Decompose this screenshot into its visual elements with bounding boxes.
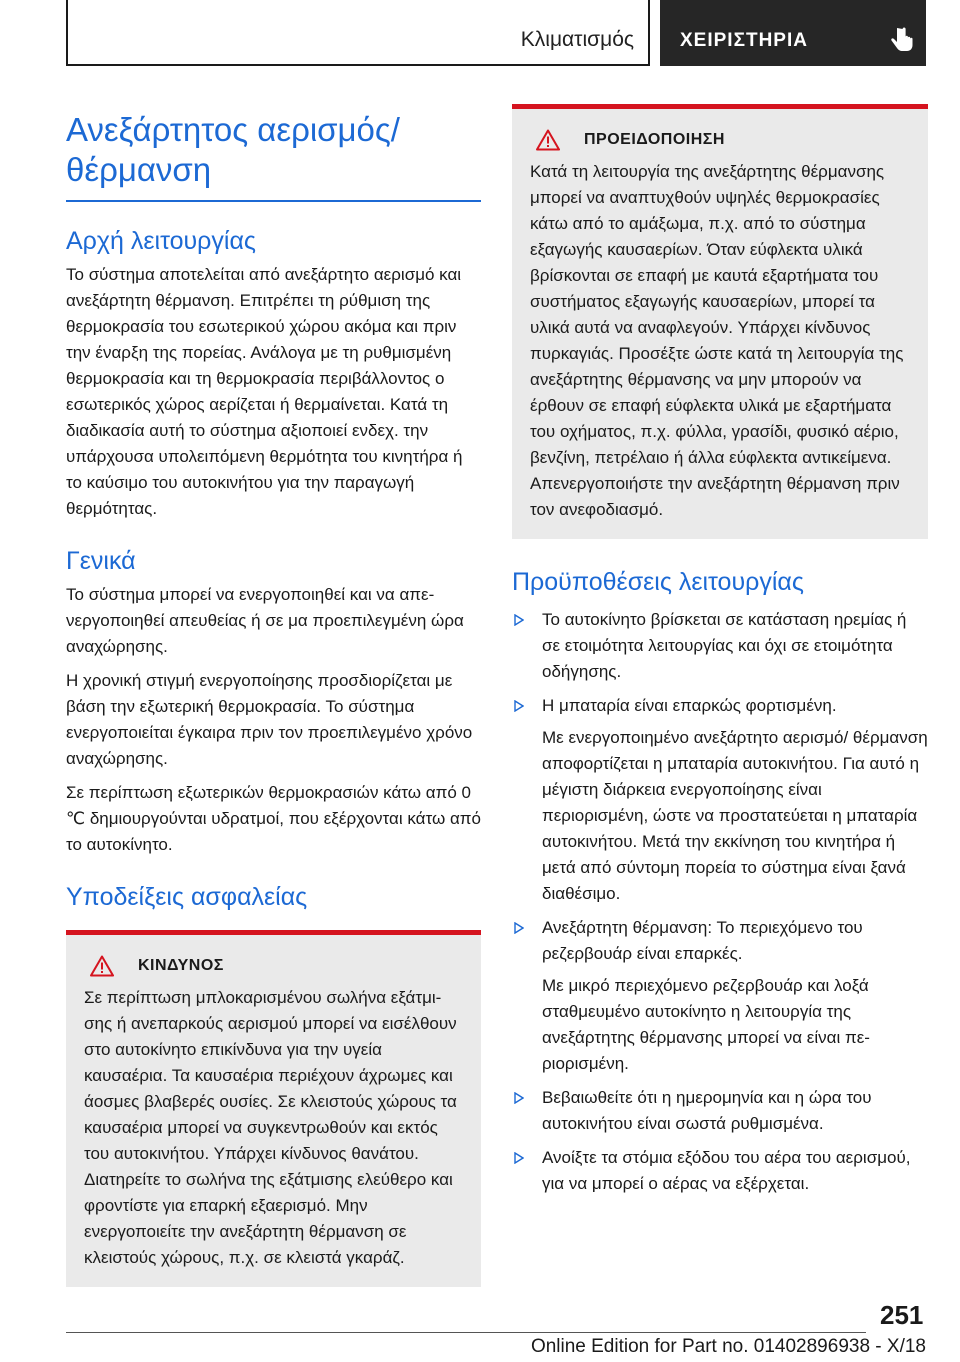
list-item-text: Βεβαιωθείτε ότι η ημερομηνία και η ώρα του αυτοκινήτου είναι σωστά ρυθμισμένα. — [542, 1088, 872, 1133]
footer-rule — [66, 1332, 866, 1333]
triangle-bullet-icon — [514, 1092, 524, 1104]
triangle-bullet-icon — [514, 700, 524, 712]
list-item-note: Με μικρό περιεχόμενο ρεζερβουάρ και λοξά σταθμευμένο αυτοκίνητο η λειτουργία της ανεξάρτητης θέρμανσης μπορεί να είναι περιορισμένη. — [542, 976, 870, 1073]
danger-box — [66, 930, 481, 1287]
right-column — [512, 104, 928, 1205]
warning-triangle-icon — [90, 955, 114, 977]
left-column — [66, 110, 481, 1287]
list-item — [512, 1085, 928, 1137]
general-paragraph-3: Σε περίπτωση εξωτερικών θερμοκρασιών κάτω από 0 ℃ δημιουργούνται υδρατμοί, που εξέρχονται κάτω από το αυτοκίνητο. — [66, 783, 481, 854]
general-paragraph-1: Το σύστημα μπορεί να ενεργοποιηθεί και να απενεργοποιηθεί απευθείας ή σε μα προεπιλεγμένη ώρα αναχώρησης. — [66, 585, 464, 656]
triangle-bullet-icon — [514, 922, 524, 934]
footer-edition: Online Edition for Part no. 01402896938 - X/18 — [530, 1336, 926, 1357]
list-item — [512, 1145, 928, 1197]
hand-touch-icon — [888, 24, 916, 54]
heading-safety: Υποδείξεις ασφαλείας — [66, 883, 308, 911]
principle-text: Το σύστημα αποτελείται από ανεξάρτητο αερισμό και ανεξάρτητη θέρμανση. Επιτρέπει τη ρύθμιση της θερμοκρασία του εσωτερικού χώρου ακόμα και πριν την έναρξη της πορείας. Ανάλογα με τη ρυθμισμένη θερμοκρασία και τη θερμοκρασία περιβάλλοντος ο εσωτερικός χώρος αερίζεται ή θερμαίνεται. Κατά τη διαδικασία αυτή το σύστημα αξιοποιεί ενδεχ. την υπάρχουσα υπολειπόμενη θερμότητα του κινητήρα ή το καύσιμο του αυτοκινήτου για την παραγωγή θερμότητας. — [66, 265, 463, 518]
danger-title: ΚΙΝΔΥΝΟΣ — [138, 957, 224, 974]
page-number: 251 — [880, 1300, 924, 1330]
list-item-text: Ανεξάρτητη θέρμανση: Το περιεχόμενο του ρεζερβουάρ είναι επαρκές. — [542, 918, 863, 963]
list-item — [512, 607, 928, 685]
title-underline — [66, 200, 481, 202]
list-item-text: Ανοίξτε τα στόμια εξόδου του αέρα του αερισμού, για να μπορεί ο αέρας να εξέρχεται. — [542, 1148, 911, 1193]
warning-box — [512, 104, 928, 539]
heading-general: Γενικά — [66, 547, 136, 575]
header-section-title: Κλιματισμός — [520, 28, 634, 51]
list-item-text: Το αυτοκίνητο βρίσκεται σε κατάσταση ηρεμίας ή σε ετοιμότητα λειτουργίας και όχι σε ετοιμότητα οδήγησης. — [542, 610, 907, 681]
list-item — [512, 915, 928, 1077]
list-item-note: Με ενεργοποιημένο ανεξάρτητο αερισμό/ θέρμανση αποφορτίζεται η μπαταρία αυτοκινήτου. Για αυτό η μέγιστη διάρκεια ενεργοποίησης είναι περιορισμένη, ώστε να προστατεύεται η μπαταρία αυτοκινήτου. Μετά την εκκίνηση του κινητήρα ή μετά από σύντομη πορεία το σύστημα είναι ξανά διαθέσιμο. — [542, 728, 928, 903]
page-title: Ανεξάρτητος αερισμός/ θέρμανση — [66, 111, 400, 188]
header-tab-label: ΧΕΙΡΙΣΤΗΡΙΑ — [680, 30, 808, 51]
heading-principle: Αρχή λειτουργίας — [66, 227, 256, 255]
general-paragraph-2: Η χρονική στιγμή ενεργοποίησης προσδιορίζεται με βάση την εξωτερική θερμοκρασία. Το σύστημα ενεργοποιείται έγκαιρα πριν τον προεπιλεγμένο χρόνο αναχώρησης. — [66, 671, 473, 768]
warning-title: ΠΡΟΕΙΔΟΠΟΙΗΣΗ — [584, 131, 725, 148]
warning-triangle-icon — [536, 129, 560, 151]
header-frame — [66, 0, 650, 66]
list-item-text: Η μπαταρία είναι επαρκώς φορτισμένη. — [542, 696, 837, 715]
heading-prerequisites: Προϋποθέσεις λειτουργίας — [512, 568, 804, 596]
danger-text: Σε περίπτωση μπλοκαρισμένου σωλήνα εξάτμισης ή ανεπαρκούς αερισμού μπορεί να εισέλθουν στο αυτοκίνητο επικίνδυνα για την υγεία καυσαέρια. Τα καυσαέρια περιέχουν άχρωμες και άοσμες βλαβερές ουσίες. Σε κλειστούς χώρους τα καυσαέρια μπορεί να συγκεντρωθούν και εκτός του αυτοκινήτου. Υπάρχει κίνδυνος θανάτου. Διατηρείτε το σωλήνα της εξάτμισης ελεύθερο και φροντίστε για επαρκή εξαερισμό. Μην ενεργοποιείτε την ανεξάρτητη θέρμανση σε κλειστούς χώρους, π.χ. σε κλειστά γκαράζ. — [84, 988, 457, 1267]
triangle-bullet-icon — [514, 614, 524, 626]
triangle-bullet-icon — [514, 1152, 524, 1164]
warning-text: Κατά τη λειτουργία της ανεξάρτητης θέρμανσης μπορεί να αναπτυχθούν υψηλές θερμοκρασίες κάτω από το αμάξωμα, π.χ. από το σύστημα εξαγωγής καυσαερίων. Όταν εύφλεκτα υλικά βρίσκονται σε επαφή με καυτά εξαρτήματα του συστήματος εξαγωγής καυσαερίων, μπορεί τα υλικά αυτά να αναφλεγούν. Υπάρχει κίνδυνος πυρκαγιάς. Προσέξτε ώστε κατά τη λειτουργία της ανεξάρτητης θέρμανσης να μην μπορούν να έρθουν σε επαφή εύφλεκτα υλικά με εξαρτήματα του οχήματος, π.χ. φύλλα, γρασίδι, φυσικό αέριο, βενζίνη, πετρέλαιο ή άλλα εύφλεκτα αντικείμενα. Απενεργοποιήστε την ανεξάρτητη θέρμανση πριν τον ανεφοδιασμό. — [530, 162, 904, 519]
header-tab — [660, 0, 926, 66]
list-item — [512, 693, 928, 907]
prerequisite-list — [512, 607, 928, 1197]
